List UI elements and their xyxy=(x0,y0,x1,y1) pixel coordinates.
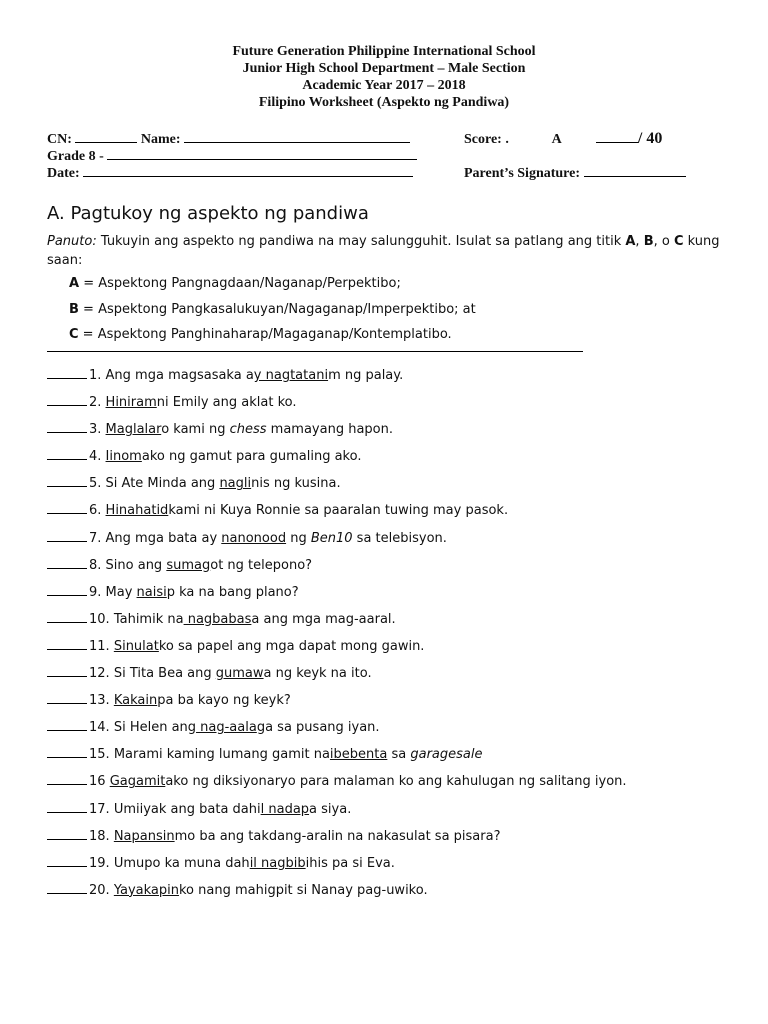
italic-term: Ben10 xyxy=(310,530,353,546)
answer-blank[interactable] xyxy=(47,610,87,623)
question-text-after: a ang mga mag-aaral. xyxy=(251,611,396,627)
answer-blank[interactable] xyxy=(47,583,87,596)
answer-blank[interactable] xyxy=(47,366,87,379)
underlined-verb: Napansin xyxy=(113,828,175,844)
question-number: 19. xyxy=(89,855,110,871)
question-item xyxy=(47,637,747,664)
answer-blank[interactable] xyxy=(47,420,87,433)
section-title: A. Pagtukoy ng aspekto ng pandiwa xyxy=(47,203,369,224)
question-item xyxy=(47,881,747,908)
department: Junior High School Department – Male Section xyxy=(242,61,526,76)
date-row xyxy=(47,164,413,182)
instructions: Panuto: Tukuyin ang aspekto ng pandiwa na may salungguhit. Isulat sa patlang ang titik A, B, o C kung saan: xyxy=(47,234,720,268)
underlined-verb: nag-aala xyxy=(196,720,257,736)
answer-blank[interactable] xyxy=(47,800,87,813)
underlined-verb: Sinulat xyxy=(113,638,159,654)
question-text-before: May xyxy=(101,584,137,600)
question-number: 5. xyxy=(89,476,102,492)
question-item xyxy=(47,827,747,854)
question-number: 3. xyxy=(89,422,102,438)
question-text-after: ga sa pusang iyan. xyxy=(256,720,380,736)
question-text-after: ot ng telepono? xyxy=(210,557,313,573)
answer-blank[interactable] xyxy=(47,447,87,460)
option-a: A xyxy=(625,234,636,249)
parent-signature-row xyxy=(464,164,686,182)
question-text-after: a siya. xyxy=(309,801,352,817)
question-item xyxy=(47,474,747,501)
question-text-before: Sino ang xyxy=(101,557,167,573)
question-text-after: ihis pa si Eva. xyxy=(305,855,395,871)
question-list xyxy=(47,366,747,908)
underlined-verb: Hiniram xyxy=(105,395,157,411)
italic-term: garagesale xyxy=(410,747,483,763)
question-number: 7. xyxy=(89,530,102,546)
option-b: B xyxy=(643,234,654,249)
grade-row xyxy=(47,147,417,165)
question-text-after: nis ng kusina. xyxy=(251,476,341,492)
question-item xyxy=(47,529,747,556)
underlined-verb: ibebenta xyxy=(329,747,388,763)
question-text-before: Umupo ka muna dah xyxy=(109,855,250,871)
answer-blank[interactable] xyxy=(47,718,87,731)
worksheet-title: Filipino Worksheet (Aspekto ng Pandiwa) xyxy=(258,95,510,110)
score-total: / 40 xyxy=(637,130,663,147)
question-item xyxy=(47,420,747,447)
question-text-before: Ang mga bata ay xyxy=(101,530,222,546)
question-text-before: Si Helen ang xyxy=(109,720,197,736)
underlined-verb: Iinom xyxy=(105,449,142,465)
answer-blank[interactable] xyxy=(47,854,87,867)
instructions-text: Tukuyin ang aspekto ng pandiwa na may salungguhit. Isulat sa patlang ang titik xyxy=(96,234,626,249)
answer-blank[interactable] xyxy=(47,827,87,840)
academic-year: Academic Year 2017 – 2018 xyxy=(302,78,466,93)
worksheet-header xyxy=(0,43,768,111)
question-item xyxy=(47,393,747,420)
question-item xyxy=(47,664,747,691)
question-text-after: sa xyxy=(387,747,411,763)
question-number: 6. xyxy=(89,503,102,519)
question-number: 2. xyxy=(89,395,102,411)
question-text-after: ni Emily ang aklat ko. xyxy=(156,395,297,411)
question-item xyxy=(47,691,747,718)
question-number: 4. xyxy=(89,449,102,465)
question-text-after: kami ni Kuya Ronnie sa paaralan tuwing may pasok. xyxy=(168,503,509,519)
question-item xyxy=(47,583,747,610)
question-item xyxy=(47,366,747,393)
question-text-after: m ng palay. xyxy=(328,368,404,383)
parent-signature-field[interactable] xyxy=(584,164,686,177)
name-field[interactable] xyxy=(184,130,410,143)
underlined-verb: Yayakapin xyxy=(113,882,179,898)
question-text-after: ko sa papel ang mga dapat mong gawin. xyxy=(158,638,425,654)
question-number: 1. xyxy=(89,368,102,383)
parent-signature-label: Parent’s Signature: xyxy=(464,166,581,181)
answer-blank[interactable] xyxy=(47,691,87,704)
legend-b: B = Aspektong Pangkasalukuyan/Nagaganap/Imperpektibo; at xyxy=(69,302,476,317)
name-label: Name: xyxy=(140,132,181,147)
question-number: 11. xyxy=(89,638,110,654)
question-text-tail: mamayang hapon. xyxy=(266,422,393,438)
divider xyxy=(47,351,583,352)
question-item xyxy=(47,772,747,799)
question-item xyxy=(47,610,747,637)
question-number: 18. xyxy=(89,828,110,844)
question-text-after: p ka na bang plano? xyxy=(166,584,299,600)
date-label: Date: xyxy=(47,166,80,181)
answer-blank[interactable] xyxy=(47,501,87,514)
question-item xyxy=(47,718,747,745)
underlined-verb: Maglalar xyxy=(105,422,162,438)
legend-c: C = Aspektong Panghinaharap/Magaganap/Kontemplatibo. xyxy=(69,327,452,342)
question-text-before: Tahimik na xyxy=(109,611,184,627)
answer-blank[interactable] xyxy=(47,881,87,894)
question-number: 8. xyxy=(89,557,102,573)
score-a: A xyxy=(551,132,561,147)
date-field[interactable] xyxy=(83,164,413,177)
answer-blank[interactable] xyxy=(47,664,87,677)
score-field[interactable] xyxy=(596,130,638,143)
question-text-after: ako ng gamut para gumaling ako. xyxy=(141,449,362,465)
answer-blank[interactable] xyxy=(47,556,87,569)
question-item xyxy=(47,556,747,583)
answer-blank[interactable] xyxy=(47,529,87,542)
answer-blank[interactable] xyxy=(47,745,87,758)
question-number: 15. xyxy=(89,747,110,763)
underlined-verb: naisi xyxy=(136,584,167,600)
option-c: C xyxy=(673,234,684,249)
cn-name-row xyxy=(47,130,410,148)
question-number: 13. xyxy=(89,693,110,709)
school-name: Future Generation Philippine International School xyxy=(232,44,536,59)
question-text-after: ng xyxy=(286,530,311,546)
underlined-verb: il nagbib xyxy=(249,855,306,871)
underlined-verb: sumag xyxy=(166,557,211,573)
cn-field[interactable] xyxy=(75,130,137,143)
question-text-before: Umiiyak ang bata dahi xyxy=(109,801,261,817)
question-text-before: Si Tita Bea ang xyxy=(109,666,216,682)
question-text-after: a ng keyk na ito. xyxy=(263,666,372,682)
question-text-after: pa ba kayo ng keyk? xyxy=(157,693,291,709)
question-item xyxy=(47,854,747,881)
question-text-after: mo ba ang takdang-aralin na nakasulat sa pisara? xyxy=(174,828,501,844)
question-text-before: Ang mga magsasaka a xyxy=(101,368,254,383)
underlined-verb: nagbabas xyxy=(183,611,252,627)
question-text-after: ako ng diksiyonaryo para malaman ko ang kahulugan ng salitang iyon. xyxy=(165,774,627,790)
question-item xyxy=(47,800,747,827)
underlined-verb: y nagtatani xyxy=(253,368,329,383)
italic-term: chess xyxy=(229,422,267,438)
grade-section-field[interactable] xyxy=(107,147,417,160)
question-number: 14. xyxy=(89,720,110,736)
grade-label: Grade 8 - xyxy=(47,149,104,164)
underlined-verb: nanonood xyxy=(221,530,287,546)
question-number: 17. xyxy=(89,801,110,817)
question-text-before: Si Ate Minda ang xyxy=(101,476,220,492)
question-number: 20. xyxy=(89,882,110,898)
question-text-after: o kami ng xyxy=(161,422,230,438)
legend-a: A = Aspektong Pangnagdaan/Naganap/Perpektibo; xyxy=(69,276,401,291)
underlined-verb: nagli xyxy=(219,476,252,492)
answer-blank[interactable] xyxy=(47,393,87,406)
score-row xyxy=(464,130,662,148)
underlined-verb: Kakain xyxy=(113,693,158,709)
question-item xyxy=(47,447,747,474)
instructions-lead: Panuto: xyxy=(47,234,97,249)
question-text-after: ko nang mahigpit si Nanay pag-uwiko. xyxy=(178,882,428,898)
question-item xyxy=(47,745,747,772)
question-text-tail: sa telebisyon. xyxy=(352,530,447,546)
score-mark: . xyxy=(505,132,509,147)
underlined-verb: Gagamit xyxy=(109,774,166,790)
underlined-verb: Hinahatid xyxy=(105,503,169,519)
answer-blank[interactable] xyxy=(47,637,87,650)
question-number: 10. xyxy=(89,611,110,627)
answer-blank[interactable] xyxy=(47,772,87,785)
question-item xyxy=(47,501,747,528)
underlined-verb: l nadap xyxy=(260,801,310,817)
question-text-before: Marami kaming lumang gamit na xyxy=(109,747,330,763)
cn-label: CN: xyxy=(47,132,72,147)
question-number: 9. xyxy=(89,584,102,600)
question-number: 16 xyxy=(89,774,106,790)
question-number: 12. xyxy=(89,666,110,682)
score-label: Score: xyxy=(464,132,502,147)
underlined-verb: gumaw xyxy=(215,666,264,682)
answer-blank[interactable] xyxy=(47,474,87,487)
